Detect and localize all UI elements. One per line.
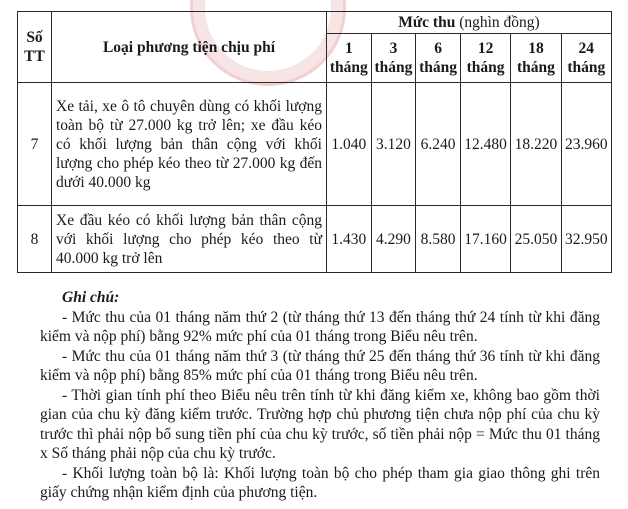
header-month-3: 3 tháng [371, 34, 416, 83]
row-fee-12-months: 12.480 [460, 83, 510, 206]
row-stt: 7 [18, 83, 52, 206]
row-fee-6-months: 8.580 [416, 206, 461, 273]
header-vehicle-type: Loại phương tiện chịu phí [52, 12, 327, 83]
row-fee-18-months: 25.050 [511, 206, 561, 273]
fee-table [17, 11, 612, 273]
row-stt: 8 [18, 206, 52, 273]
row-fee-24-months: 32.950 [561, 206, 611, 273]
notes-title: Ghi chú: [62, 289, 120, 306]
header-fee-title: Mức thu [398, 14, 456, 31]
row-fee-24-months: 23.960 [561, 83, 611, 206]
row-fee-6-months: 6.240 [416, 83, 461, 206]
note-item: - Khối lượng toàn bộ là: Khối lượng toàn bộ cho phép tham gia giao thông ghi trên giấy chứng nhận kiểm định của phương tiện. [40, 464, 600, 501]
row-fee-3-months: 4.290 [371, 206, 416, 273]
note-item: - Mức thu của 01 tháng năm thứ 3 (từ tháng thứ 25 đến tháng thứ 36 tính từ khi đăng kiểm và nộp phí) bằng 85% mức phí của 01 tháng trong Biểu nêu trên. [40, 347, 600, 384]
header-month-1: 1 tháng [327, 34, 372, 83]
row-fee-3-months: 3.120 [371, 83, 416, 206]
table-row [18, 206, 612, 273]
row-fee-12-months: 17.160 [460, 206, 510, 273]
table-header-row [18, 12, 612, 34]
header-month-24: 24 tháng [561, 34, 611, 83]
header-month-18: 18 tháng [511, 34, 561, 83]
row-fee-18-months: 18.220 [511, 83, 561, 206]
note-item: - Thời gian tính phí theo Biểu nêu trên tính từ khi đăng kiểm xe, không bao gồm thời gian của chu kỳ đăng kiểm trước. Trường hợp chủ phương tiện chưa nộp phí của chu kỳ trước thì phải nộp bổ sung tiền phí của chu kỳ trước, số tiền phải nộp = Mức thu 01 tháng x Số tháng phải nộp của chu kỳ trước. [40, 386, 600, 462]
header-month-12: 12 tháng [460, 34, 510, 83]
row-vehicle-type: Xe đầu kéo có khối lượng bản thân cộng với khối lượng cho phép kéo theo từ 40.000 kg trở lên [52, 206, 327, 273]
header-fee [327, 12, 612, 34]
row-fee-1-month: 1.040 [327, 83, 372, 206]
row-vehicle-type: Xe tải, xe ô tô chuyên dùng có khối lượng toàn bộ từ 27.000 kg trở lên; xe đầu kéo có khối lượng bản thân cộng với khối lượng cho phép kéo theo từ 27.000 kg đến dưới 40.000 kg [52, 83, 327, 206]
notes-section [40, 288, 600, 503]
header-fee-unit: (nghìn đồng) [459, 14, 540, 31]
table-row [18, 83, 612, 206]
header-month-6: 6 tháng [416, 34, 461, 83]
row-fee-1-month: 1.430 [327, 206, 372, 273]
note-item: - Mức thu của 01 tháng năm thứ 2 (từ tháng thứ 13 đến tháng thứ 24 tính từ khi đăng kiểm và nộp phí) bằng 92% mức phí của 01 tháng trong Biểu nêu trên. [40, 308, 600, 345]
header-stt: Số TT [18, 12, 52, 83]
